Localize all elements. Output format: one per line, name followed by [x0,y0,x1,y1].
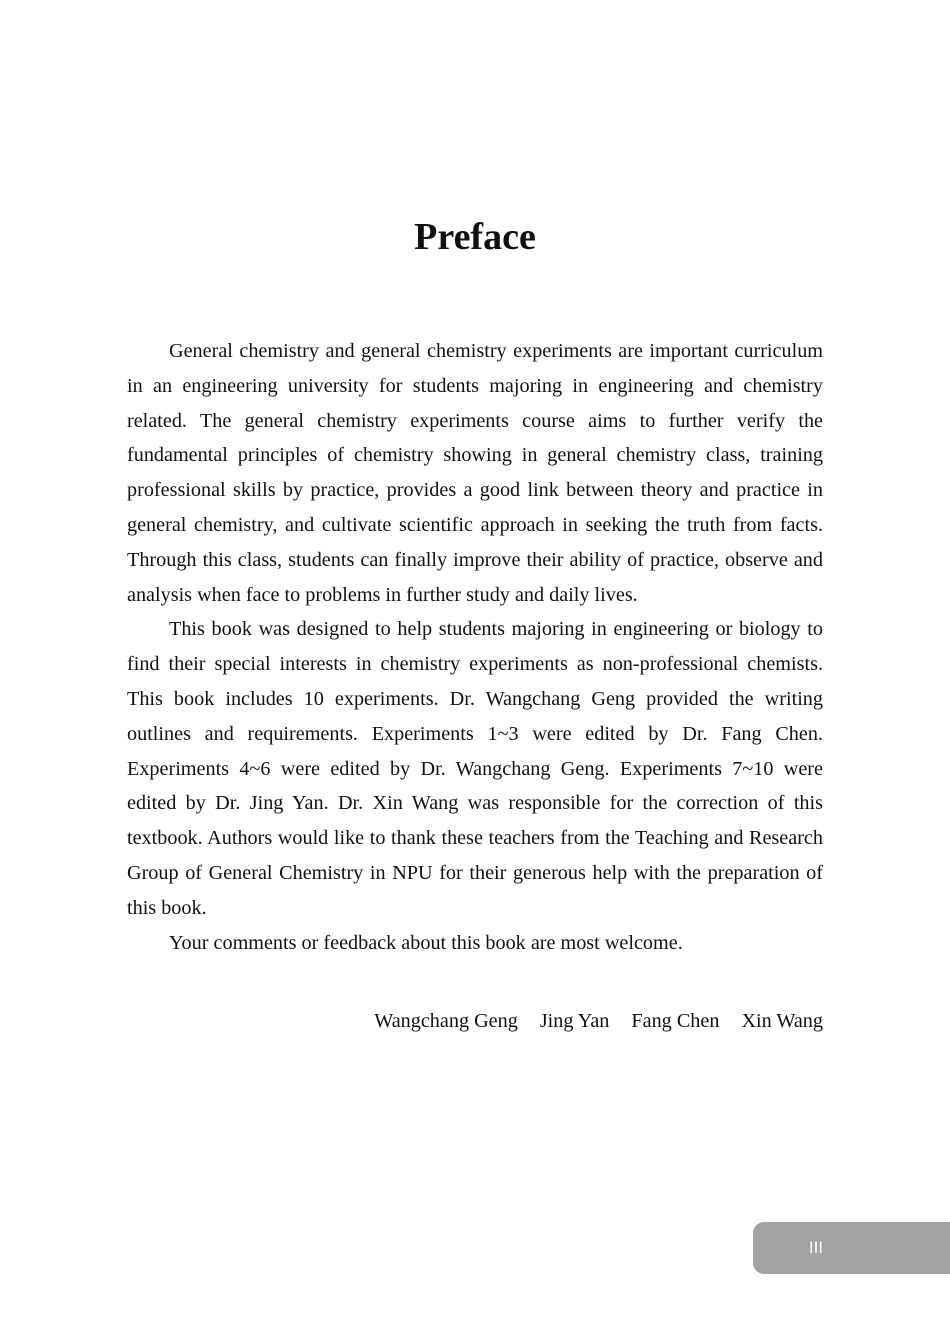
paragraph: Your comments or feedback about this book are most welcome. [169,931,683,954]
paragraph: General chemistry and general chemistry experiments are important curriculum in an engineering university for students majoring in engineering and chemistry related. The general chemistry experiments course aims to further verify the fundamental principles of chemistry showing in general chemistry class, training professional skills by practice, provides a good link between theory and practice in general chemistry, and cultivate scientific approach in seeking the truth from facts. Through this class, students can finally improve their ability of practice, observe and analysis when face to problems in further study and daily lives. [127,340,823,606]
paragraph: This book was designed to help students majoring in engineering or biology to find their special interests in chemistry experiments as non-professional chemists. This book includes 10 experiments. Dr. Wangchang Geng provided the writing outlines and requirements. Experiments 1~3 were edited by Dr. Fang Chen. Experiments 4~6 were edited by Dr. Wangchang Geng. Experiments 7~10 were edited by Dr. Jing Yan. Dr. Xin Wang was responsible for the correction of this textbook. Authors would like to thank these teachers from the Teaching and Research Group of General Chemistry in NPU for their generous help with the preparation of this book. [127,618,823,919]
author-name: Fang Chen [631,1010,720,1032]
preface-body [127,334,823,960]
author-signatures [127,1004,823,1039]
author-name: Wangchang Geng [374,1010,518,1032]
author-name: Jing Yan [539,1010,610,1032]
page-number-tab [753,1222,950,1274]
author-name: Xin Wang [741,1010,823,1032]
page-title: Preface [414,216,536,258]
page-number: III [808,1238,824,1257]
